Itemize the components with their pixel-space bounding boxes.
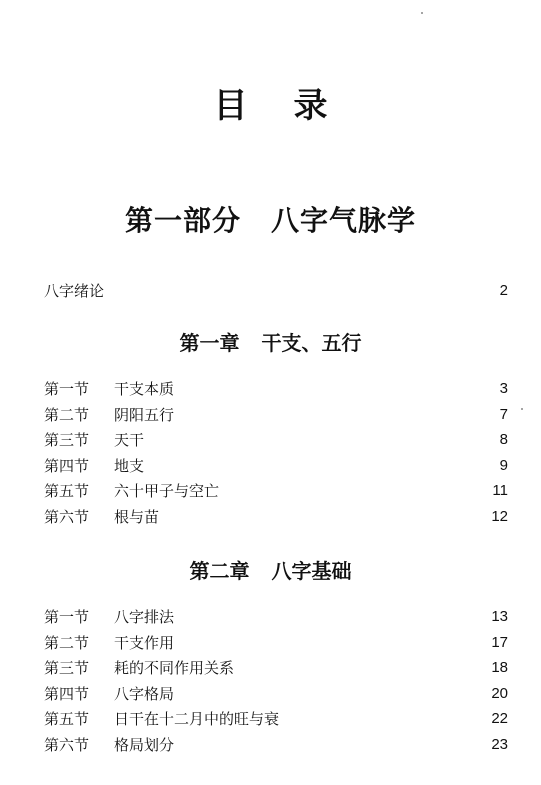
toc-entry-intro[interactable] [44, 280, 508, 302]
section-number: 第三节 [44, 659, 90, 677]
entry-page-number: 2 [499, 282, 508, 299]
entry-page-number: 13 [491, 608, 508, 625]
toc-entry[interactable] [44, 734, 508, 756]
section-title: 六十甲子与空亡 [114, 482, 220, 500]
section-number: 第一节 [44, 380, 90, 398]
chapter-name: 干支、五行 [261, 331, 362, 355]
part-label: 第一部分 [124, 204, 241, 237]
chapter-name: 八字基础 [271, 559, 352, 583]
section-number: 第四节 [44, 457, 90, 475]
section-number: 第六节 [44, 508, 90, 526]
scan-speck [421, 12, 423, 14]
section-title: 干支本质 [114, 380, 175, 398]
entry-page-number: 22 [491, 710, 508, 727]
section-title: 八字格局 [114, 685, 175, 703]
section-number: 第五节 [44, 710, 90, 728]
entry-page-number: 11 [492, 482, 508, 499]
chapter-heading-2 [0, 559, 541, 583]
section-title: 格局划分 [114, 736, 175, 754]
section-title: 天干 [114, 431, 145, 449]
section-title: 地支 [114, 457, 145, 475]
section-title: 日干在十二月中的旺与衰 [114, 710, 280, 728]
section-number: 第二节 [44, 634, 90, 652]
section-number: 第二节 [44, 406, 90, 424]
entry-page-number: 8 [499, 431, 508, 448]
entry-page-number: 20 [491, 685, 508, 702]
section-title: 干支作用 [114, 634, 175, 652]
entry-page-number: 23 [491, 736, 508, 753]
entry-page-number: 17 [491, 634, 508, 651]
section-number: 第三节 [44, 431, 90, 449]
section-number: 第五节 [44, 482, 90, 500]
section-title: 八字排法 [114, 608, 175, 626]
toc-entry[interactable] [44, 683, 508, 705]
scan-speck [521, 408, 523, 410]
entry-page-number: 18 [491, 659, 508, 676]
chapter-label: 第一章 [179, 331, 240, 355]
toc-entry[interactable] [44, 378, 508, 400]
toc-entry[interactable] [44, 708, 508, 730]
entry-page-number: 12 [491, 508, 508, 525]
section-number: 第六节 [44, 736, 90, 754]
entry-page-number: 3 [499, 380, 508, 397]
section-number: 第四节 [44, 685, 90, 703]
section-title: 耗的不同作用关系 [114, 659, 235, 677]
chapter-heading-1 [0, 331, 541, 355]
entry-title: 八字绪论 [44, 282, 105, 300]
toc-entry[interactable] [44, 506, 508, 528]
section-title: 阴阳五行 [114, 406, 175, 424]
toc-title: 目录 [213, 86, 374, 126]
part-heading [0, 204, 541, 238]
section-title: 根与苗 [114, 508, 160, 526]
chapter-label: 第二章 [189, 559, 250, 583]
part-name: 八字气脉学 [271, 204, 417, 237]
entry-page-number: 9 [499, 457, 508, 474]
toc-entry[interactable] [44, 480, 508, 502]
toc-entry[interactable] [44, 429, 508, 451]
toc-entry[interactable] [44, 632, 508, 654]
toc-entry[interactable] [44, 404, 508, 426]
toc-entry[interactable] [44, 455, 508, 477]
toc-entry[interactable] [44, 657, 508, 679]
entry-page-number: 7 [499, 406, 508, 423]
toc-entry[interactable] [44, 606, 508, 628]
section-number: 第一节 [44, 608, 90, 626]
